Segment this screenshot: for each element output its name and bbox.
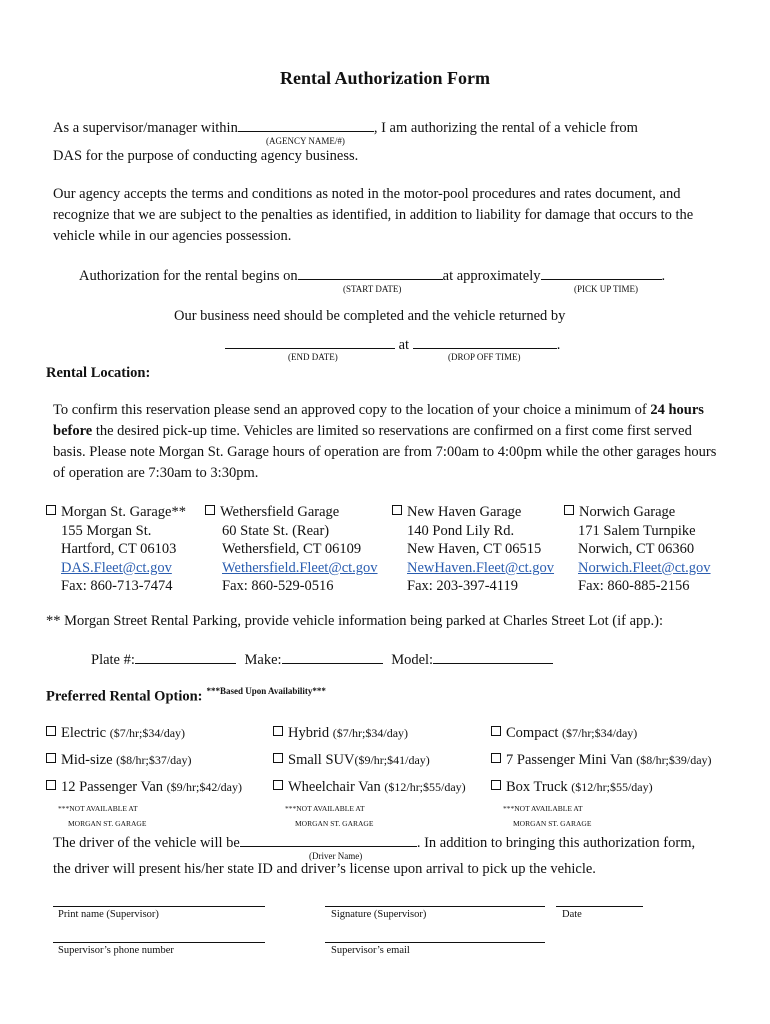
intro-text-1: As a supervisor/manager within <box>53 120 238 136</box>
rental-location-bold: 24 hours before <box>53 402 704 439</box>
option-price: ($7/hr;$34/day) <box>332 726 409 740</box>
driver-text-1: The driver of the vehicle will be <box>53 835 240 851</box>
garage-name: Morgan St. Garage** <box>61 504 186 520</box>
signature-label: Signature (Supervisor) <box>331 909 427 920</box>
return-period: . <box>556 337 561 353</box>
garage-wethersfield <box>205 503 378 596</box>
garage-fax: Fax: 860-713-7474 <box>61 578 173 594</box>
intro-line-2: DAS for the purpose of conducting agency business. <box>53 148 359 164</box>
garage-city: Wethersfield, CT 06109 <box>222 541 362 557</box>
signature-line[interactable] <box>325 906 545 907</box>
intro-line <box>53 118 638 137</box>
option-checkbox[interactable] <box>46 753 56 763</box>
rental-location-paragraph <box>53 400 718 484</box>
terms-paragraph: Our agency accepts the terms and conditions as noted in the motor-pool procedures and rates document, and recognize that we are subject to the penalties as identified, in addition to liability for damage that occurs to the vehicle while in our agencies possession. <box>53 186 694 244</box>
dropoff-time-field[interactable] <box>413 335 557 349</box>
option-hybrid[interactable] <box>273 725 408 742</box>
availability-note: ***Based Upon Availability*** <box>206 686 326 696</box>
option-name: Wheelchair Van <box>288 779 381 795</box>
not-available-note: ***NOT AVAILABLE AT <box>58 804 138 813</box>
option-price: ($7/hr;$34/day) <box>561 726 638 740</box>
start-date-field[interactable] <box>298 266 443 280</box>
end-date-field[interactable] <box>225 335 395 349</box>
start-date-label: (START DATE) <box>343 284 402 294</box>
end-date-label: (END DATE) <box>288 352 338 362</box>
garage-checkbox-morgan[interactable] <box>46 505 56 515</box>
option-name: Electric <box>61 725 107 741</box>
option-mid-size[interactable] <box>46 752 192 769</box>
garage-email-link[interactable]: DAS.Fleet@ct.gov <box>61 559 172 576</box>
option-checkbox[interactable] <box>46 726 56 736</box>
garage-city: New Haven, CT 06515 <box>407 541 542 557</box>
rental-location-text-1: To confirm this reservation please send an approved copy to the location of your choice a minimum of <box>53 402 651 418</box>
option-price: ($8/hr;$37/day) <box>116 753 192 767</box>
completion-text: Our business need should be completed and the vehicle returned by <box>174 308 566 324</box>
option-price: ($7/hr;$34/day) <box>109 726 186 740</box>
option-name: Compact <box>506 725 559 741</box>
model-field[interactable] <box>433 650 553 664</box>
date-line[interactable] <box>556 906 643 907</box>
at-approximately-text: at approximately <box>442 268 541 284</box>
option-checkbox[interactable] <box>491 726 501 736</box>
option-box-truck[interactable] <box>491 779 653 796</box>
option-name: Hybrid <box>288 725 330 741</box>
option-checkbox[interactable] <box>491 753 501 763</box>
preferred-heading-line <box>46 686 326 705</box>
plate-field[interactable] <box>135 650 236 664</box>
option-12-passenger-van[interactable] <box>46 779 242 796</box>
form-title: Rental Authorization Form <box>280 68 490 88</box>
garage-fax: Fax: 860-529-0516 <box>222 578 334 594</box>
make-label: Make: <box>244 652 282 668</box>
begins-text: Authorization for the rental begins on <box>79 268 298 284</box>
driver-name-label: (Driver Name) <box>309 851 363 861</box>
make-field[interactable] <box>282 650 383 664</box>
driver-text-2: . In addition to bringing this authorization form, <box>416 835 696 851</box>
option-price: ($12/hr;$55/day) <box>384 780 466 794</box>
option-mini-van[interactable] <box>491 752 712 769</box>
rental-location-heading: Rental Location: <box>46 365 151 381</box>
rental-location-text-2: the desired pick-up time. Vehicles are limited so reservations are confirmed on a first come first served basis. Please note Morgan St. Garage hours of operation are from 7:00am to 4:00pm while the other garages hours of operation are 7:30am to 3:30pm. <box>53 423 717 481</box>
agency-name-label: (AGENCY NAME/#) <box>266 136 345 146</box>
garage-name: New Haven Garage <box>407 504 522 520</box>
print-name-line[interactable] <box>53 906 265 907</box>
option-checkbox[interactable] <box>46 780 56 790</box>
pickup-time-label: (PICK UP TIME) <box>574 284 639 294</box>
preferred-heading: Preferred Rental Option: <box>46 688 203 705</box>
print-name-label: Print name (Supervisor) <box>58 909 159 920</box>
phone-line[interactable] <box>53 942 265 943</box>
driver-line-2: the driver will present his/her state ID and driver’s license upon arrival to pick up the vehicle. <box>53 861 596 877</box>
model-label: Model: <box>391 652 434 668</box>
phone-label: Supervisor’s phone number <box>58 945 174 956</box>
driver-line <box>53 833 695 852</box>
garage-name: Wethersfield Garage <box>220 504 340 520</box>
garage-fax: Fax: 203-397-4119 <box>407 578 519 594</box>
option-name: Small SUV <box>288 752 355 768</box>
garage-email-link[interactable]: Wethersfield.Fleet@ct.gov <box>222 559 378 576</box>
intro-text-2: , I am authorizing the rental of a vehicle from <box>373 120 638 136</box>
garage-email-link[interactable]: Norwich.Fleet@ct.gov <box>578 559 711 576</box>
not-available-note: ***NOT AVAILABLE AT <box>503 804 583 813</box>
option-small-suv[interactable] <box>273 752 430 769</box>
garage-checkbox-norwich[interactable] <box>564 505 574 515</box>
option-wheelchair-van[interactable] <box>273 779 466 796</box>
pickup-time-field[interactable] <box>541 266 662 280</box>
garage-street: 140 Pond Lily Rd. <box>407 522 515 539</box>
garage-street: 60 State St. (Rear) <box>222 522 330 539</box>
at-text: at <box>398 337 410 353</box>
option-electric[interactable] <box>46 725 185 742</box>
option-price: ($8/hr;$39/day) <box>636 753 712 767</box>
parking-note: ** Morgan Street Rental Parking, provide vehicle information being parked at Charles Street Lot (if app.): <box>46 613 664 629</box>
option-name: Box Truck <box>506 779 568 795</box>
not-available-note: ***NOT AVAILABLE AT <box>285 804 365 813</box>
option-checkbox[interactable] <box>273 726 283 736</box>
garage-city: Hartford, CT 06103 <box>61 541 177 557</box>
option-name: Mid-size <box>61 752 113 768</box>
garage-city: Norwich, CT 06360 <box>578 541 695 557</box>
garage-checkbox-wethersfield[interactable] <box>205 505 215 515</box>
garage-checkbox-new-haven[interactable] <box>392 505 402 515</box>
garage-name: Norwich Garage <box>579 504 676 520</box>
option-checkbox[interactable] <box>491 780 501 790</box>
not-available-note: MORGAN ST. GARAGE <box>68 819 147 828</box>
agency-name-field[interactable] <box>238 118 374 132</box>
garage-fax: Fax: 860-885-2156 <box>578 578 690 594</box>
email-line[interactable] <box>325 942 545 943</box>
option-checkbox[interactable] <box>273 780 283 790</box>
option-name: 7 Passenger Mini Van <box>506 752 633 768</box>
option-checkbox[interactable] <box>273 753 283 763</box>
not-available-note: MORGAN ST. GARAGE <box>295 819 374 828</box>
option-name: 12 Passenger Van <box>61 779 164 795</box>
date-label: Date <box>562 909 582 920</box>
option-price: ($9/hr;$42/day) <box>166 780 242 794</box>
vehicle-info-line <box>91 650 553 669</box>
option-compact[interactable] <box>491 725 637 742</box>
driver-name-field[interactable] <box>240 833 417 847</box>
garage-email-link[interactable]: NewHaven.Fleet@ct.gov <box>407 559 555 576</box>
email-label: Supervisor’s email <box>331 945 410 956</box>
dropoff-time-label: (DROP OFF TIME) <box>448 352 521 362</box>
garage-street: 155 Morgan St. <box>61 522 152 539</box>
garage-norwich <box>564 503 711 596</box>
period: . <box>661 268 666 284</box>
plate-label: Plate #: <box>91 652 135 668</box>
garage-new-haven <box>392 503 554 596</box>
garage-morgan <box>46 503 186 596</box>
garage-street: 171 Salem Turnpike <box>578 522 696 539</box>
not-available-note: MORGAN ST. GARAGE <box>513 819 592 828</box>
authorization-begins-line <box>79 266 665 285</box>
option-price: ($12/hr;$55/day) <box>571 780 653 794</box>
option-price: ($9/hr;$41/day) <box>354 753 430 767</box>
